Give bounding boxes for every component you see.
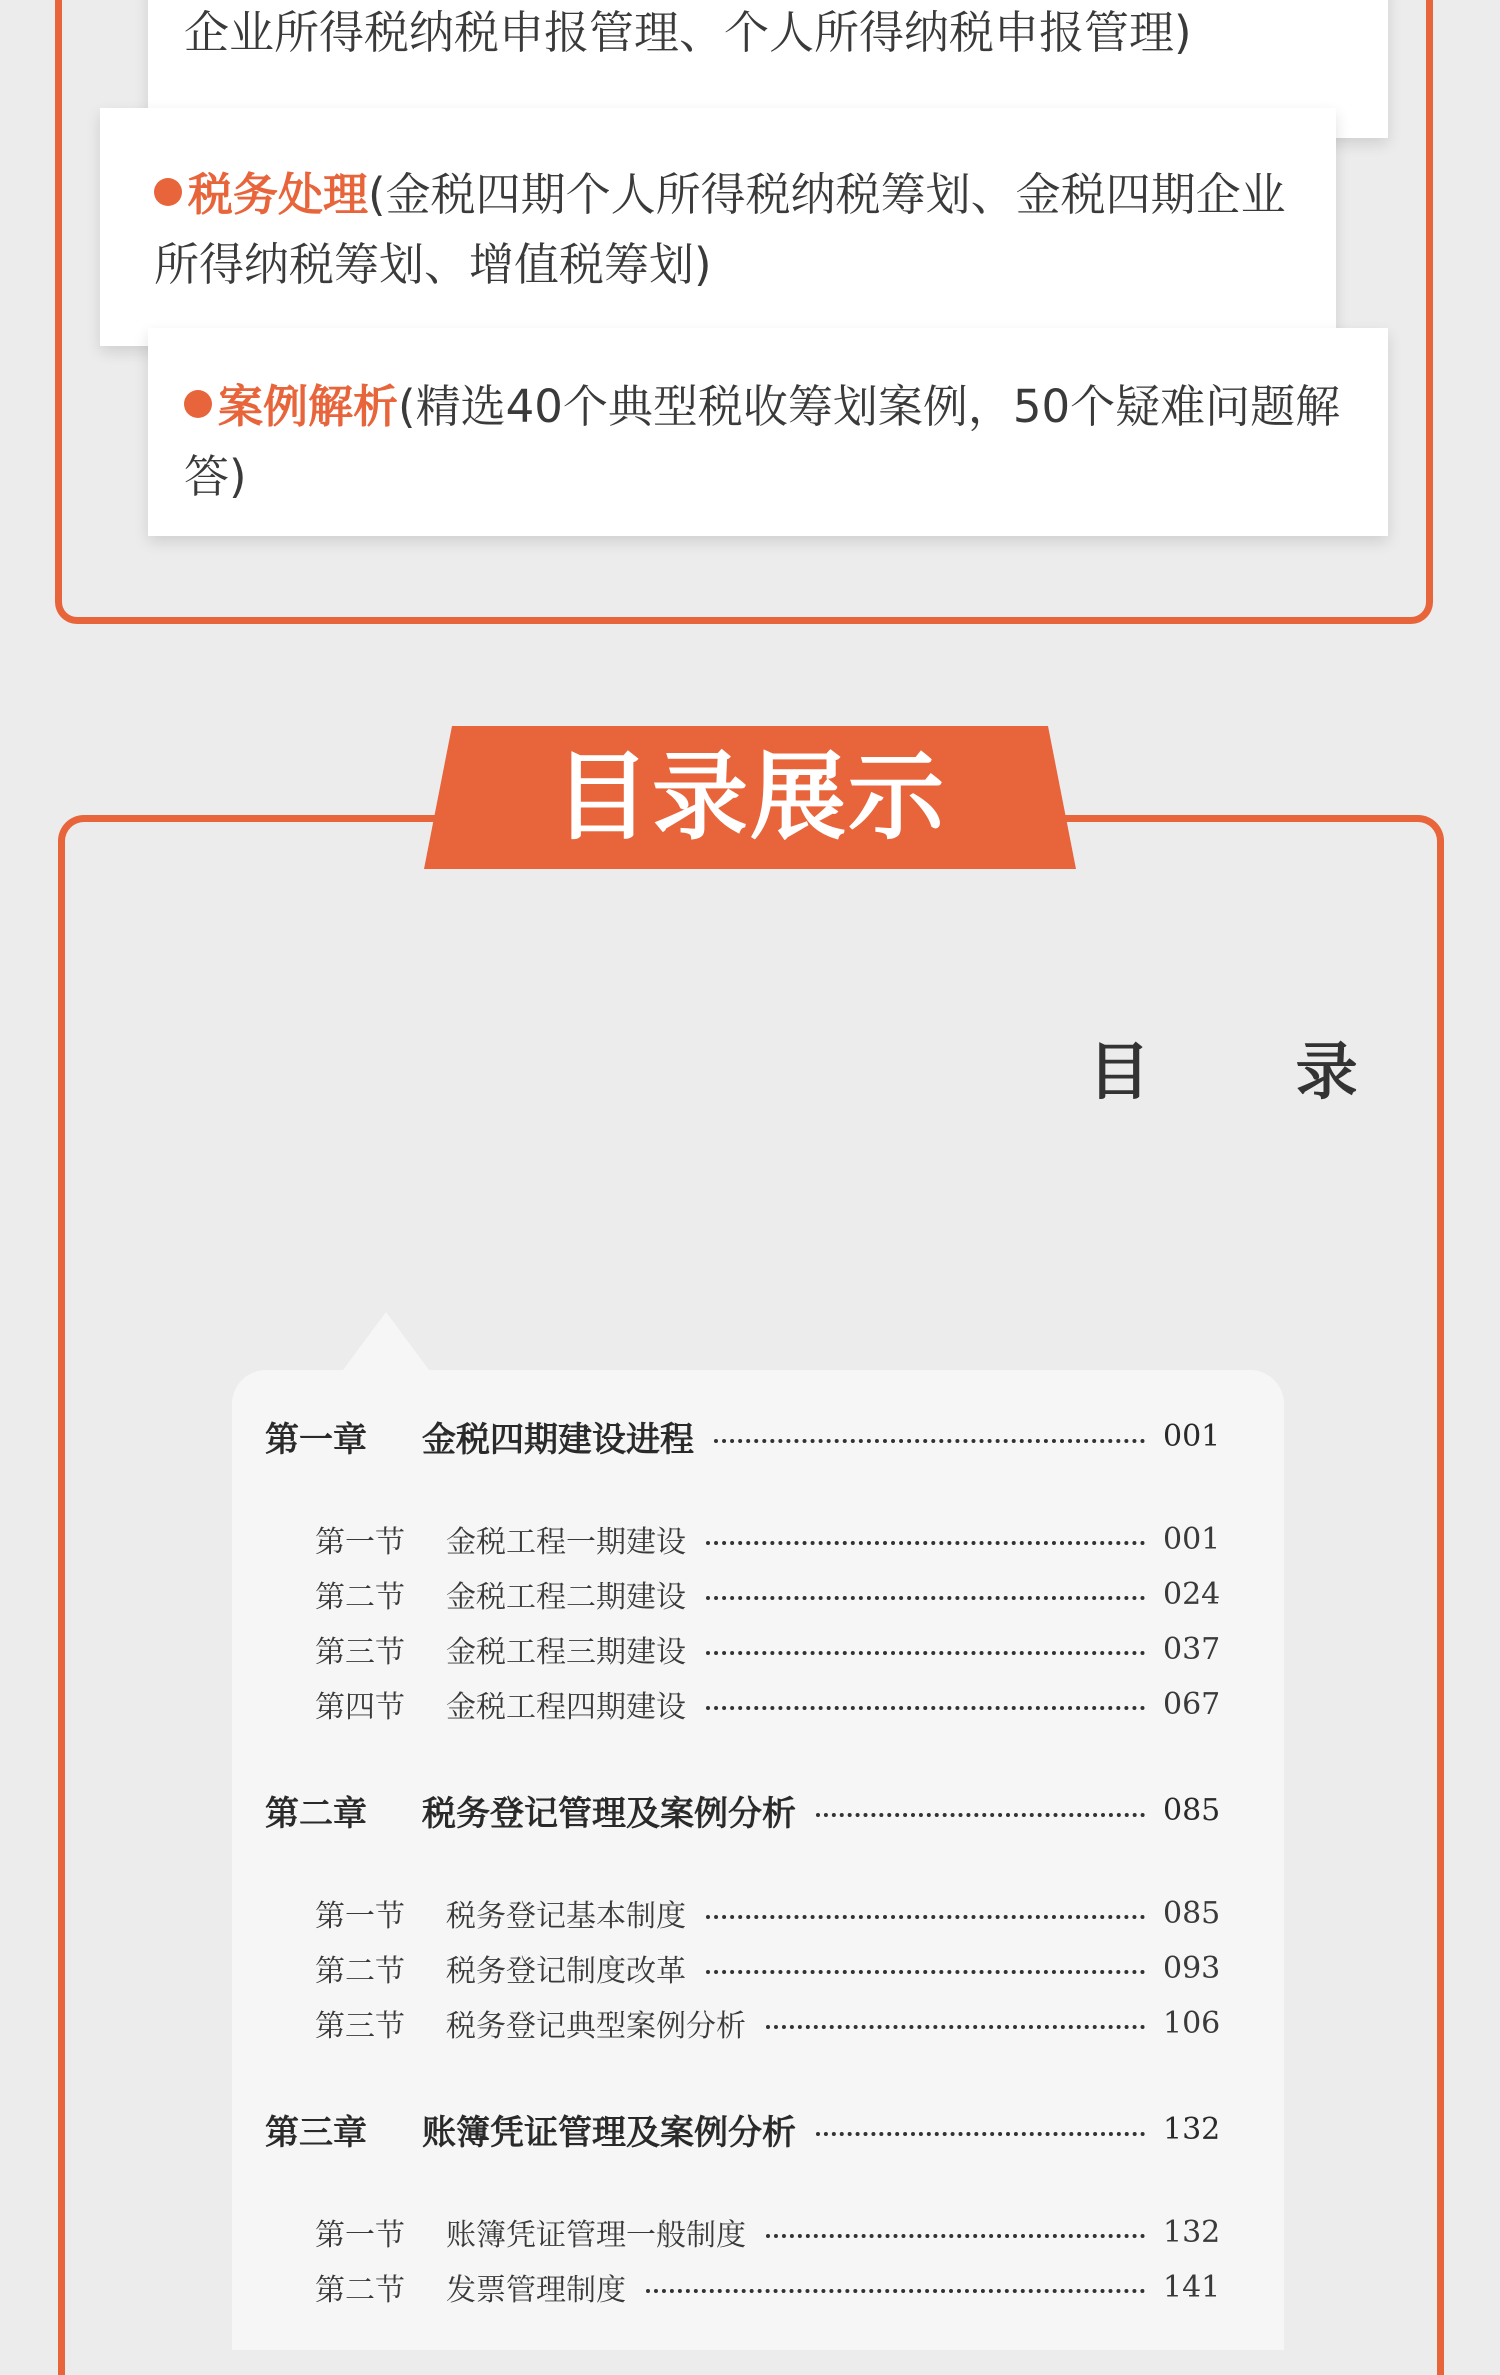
page-number: 141 (1163, 2269, 1221, 2305)
page-number: 093 (1163, 1950, 1221, 1986)
section-title: 金税工程三期建设 (446, 1635, 686, 1670)
toc-section-row (315, 2265, 1221, 2309)
dot-leader (714, 1439, 1145, 1443)
toc-chapter-row (265, 2105, 1221, 2154)
card-highlight: 税务处理 (188, 168, 369, 221)
toc-section-row (315, 1572, 1221, 1616)
dot-leader (706, 1706, 1145, 1710)
dot-leader (816, 2132, 1145, 2136)
banner-title: 目录展示 (554, 741, 946, 853)
toc-banner (424, 726, 1076, 869)
section-title: 金税工程一期建设 (446, 1525, 686, 1560)
section-number: 第三节 (315, 2009, 405, 2044)
dot-leader (766, 2234, 1145, 2238)
section-number: 第一节 (315, 1525, 405, 1560)
page-number: 085 (1163, 1793, 1221, 1828)
toc-chapter-row (265, 1786, 1221, 1835)
card-text: 企业所得税纳税申报管理、个人所得纳税申报管理) (184, 6, 1192, 59)
page-number: 001 (1163, 1419, 1221, 1454)
card-text: (金税四期个人所得税纳税筹划、金税四期企业所得纳税筹划、增值税筹划) (154, 168, 1286, 291)
bullet-dot-icon (184, 390, 212, 418)
section-number: 第二节 (315, 2273, 405, 2308)
card-highlight: 案例解析 (218, 380, 399, 433)
toc-heading: 目 录 (1088, 1035, 1420, 1108)
page-number: 085 (1163, 1895, 1221, 1931)
page-sheet-tab (340, 1312, 432, 1374)
section-title: 发票管理制度 (446, 2273, 626, 2308)
section-title: 账簿凭证管理一般制度 (446, 2218, 746, 2253)
toc-section-row (315, 1627, 1221, 1671)
page-number: 037 (1163, 1631, 1221, 1667)
toc-section-row (315, 1682, 1221, 1726)
dot-leader (706, 1970, 1145, 1974)
section-title: 税务登记基本制度 (446, 1899, 686, 1934)
section-title: 金税工程二期建设 (446, 1580, 686, 1615)
chapter-number: 第三章 (265, 2113, 367, 2153)
chapter-title: 金税四期建设进程 (422, 1420, 694, 1460)
section-title: 税务登记典型案例分析 (446, 2009, 746, 2044)
section-number: 第三节 (315, 1635, 405, 1670)
content-card-tax-processing (100, 108, 1336, 346)
section-number: 第四节 (315, 1690, 405, 1725)
toc-section-row (315, 2210, 1221, 2254)
section-number: 第二节 (315, 1580, 405, 1615)
section-number: 第一节 (315, 1899, 405, 1934)
chapter-title: 税务登记管理及案例分析 (422, 1794, 796, 1834)
dot-leader (816, 1813, 1145, 1817)
section-title: 金税工程四期建设 (446, 1690, 686, 1725)
chapter-title: 账簿凭证管理及案例分析 (422, 2113, 796, 2153)
chapter-number: 第二章 (265, 1794, 367, 1834)
page-number: 106 (1163, 2005, 1221, 2041)
section-number: 第一节 (315, 2218, 405, 2253)
bullet-dot-icon (154, 178, 182, 206)
card-text: (精选40个典型税收筹划案例，50个疑难问题解答) (184, 380, 1341, 503)
toc-chapter-row (265, 1412, 1221, 1461)
toc-section-row (315, 1517, 1221, 1561)
page-number: 132 (1163, 2214, 1221, 2250)
toc-section-row (315, 1891, 1221, 1935)
page-number: 024 (1163, 1576, 1221, 1612)
page-number: 067 (1163, 1686, 1221, 1722)
content-card-case-analysis (148, 328, 1388, 536)
dot-leader (706, 1651, 1145, 1655)
dot-leader (646, 2289, 1145, 2293)
dot-leader (766, 2025, 1145, 2029)
dot-leader (706, 1915, 1145, 1919)
toc-section-row (315, 1946, 1221, 1990)
section-title: 税务登记制度改革 (446, 1954, 686, 1989)
dot-leader (706, 1596, 1145, 1600)
chapter-number: 第一章 (265, 1420, 367, 1460)
toc-section-row (315, 2001, 1221, 2045)
page-number: 001 (1163, 1521, 1221, 1557)
dot-leader (706, 1541, 1145, 1545)
section-number: 第二节 (315, 1954, 405, 1989)
page-number: 132 (1163, 2112, 1221, 2147)
